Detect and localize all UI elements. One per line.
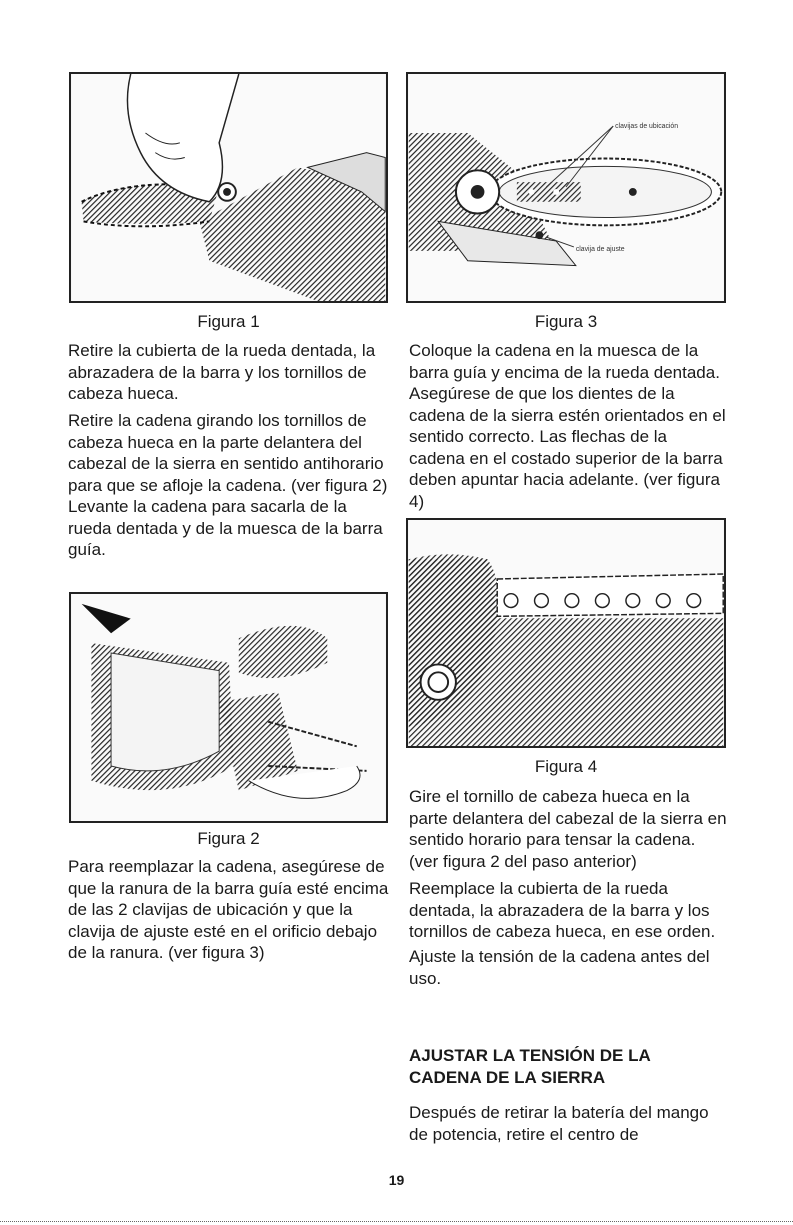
right-paragraph-5: Después de retirar la batería del mango de potencia, retire el centro de xyxy=(409,1103,709,1144)
right-paragraph-4: Ajuste la tensión de la cadena antes del uso. xyxy=(409,947,710,988)
figure-3-illustration xyxy=(408,74,724,301)
left-paragraph-3: Para reemplazar la cadena, asegúrese de que la ranura de la barra guía esté encima de las 2 clavijas de ubicación y que la clavija de ajuste esté en el orificio debajo de la ranura. (ver figura 3) xyxy=(68,857,389,962)
figure-3-caption: Figura 3 xyxy=(534,312,598,331)
adjust-pin-label: clavija de ajuste xyxy=(575,245,625,253)
figure-4-caption: Figura 4 xyxy=(534,757,598,776)
bottom-rule xyxy=(0,1221,793,1222)
right-paragraph-2: Gire el tornillo de cabeza hueca en la parte delantera del cabezal de la sierra en sentido horario para tensar la cadena. (ver figura 2 del paso anterior) xyxy=(409,787,727,871)
figure-4-illustration xyxy=(408,520,724,746)
right-paragraph-3: Reemplace la cubierta de la rueda dentada, la abrazadera de la barra y los tornillos de cabeza hueca, en ese orden. xyxy=(409,879,716,941)
figure-4-image xyxy=(406,518,726,748)
locating-pins-label: clavijas de ubicación xyxy=(615,123,679,131)
left-paragraph-2: Retire la cadena girando los tornillos de cabeza hueca en la parte delantera del cabezal de la sierra en sentido antihorario para que se afloje la cadena. (ver figura 2) Levante la cadena para sacarla de la rueda dentada y de la muesca de la barra guía. xyxy=(68,411,388,559)
left-paragraph-1: Retire la cubierta de la rueda dentada, la abrazadera de la barra y los tornillos de cabeza hueca. xyxy=(68,341,376,403)
figure-1-caption: Figura 1 xyxy=(197,312,260,331)
figure-2-caption: Figura 2 xyxy=(197,829,260,848)
figure-2-image xyxy=(69,592,388,823)
page-number: 19 xyxy=(388,1172,405,1188)
section-heading: AJUSTAR LA TENSIÓN DE LA CADENA DE LA SIERRA xyxy=(409,1046,651,1087)
figure-2-illustration xyxy=(71,594,386,821)
figure-1-image xyxy=(69,72,388,303)
right-paragraph-1: Coloque la cadena en la muesca de la barra guía y encima de la rueda dentada. Asegúrese de que los dientes de la cadena de la sierra estén orientados en el sentido correcto. Las flechas de la cadena en el costado superior de la barra deben apuntar hacia adelante. (ver figura 4) xyxy=(409,341,726,511)
figure-1-illustration xyxy=(71,74,386,301)
figure-3-image xyxy=(406,72,726,303)
